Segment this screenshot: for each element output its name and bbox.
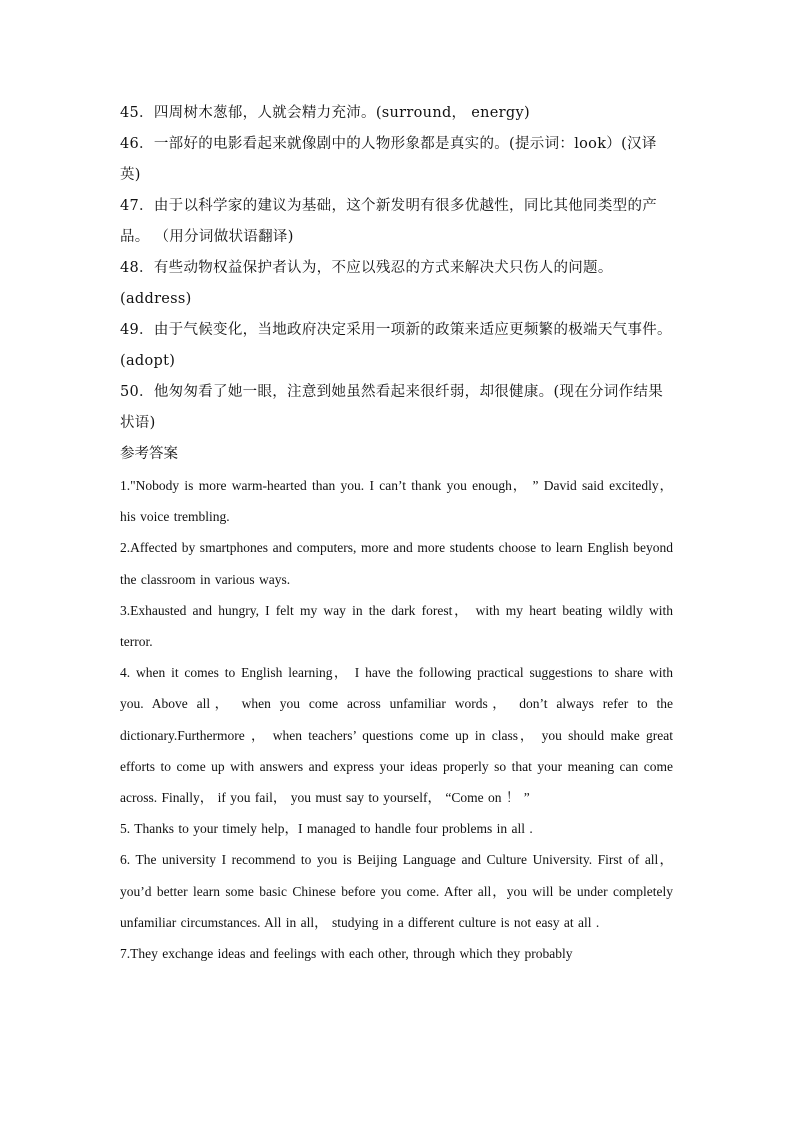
answer-4: 4. when it comes to English learning， I have the following practical suggestions to share with you. Above all， when you come across unfamiliar words， don’t always refer to the dictionary.Furthermore ， when teachers’ questions come up in class， you should make great efforts to come up with answers and express your ideas properly so that your meaning can come across. Finally， if you fail， you must say to yourself， “Come on ！ ” <box>120 665 673 806</box>
question-49: 49．由于气候变化，当地政府决定采用一项新的政策来适应更频繁的极端天气事件。(adopt) <box>120 322 672 369</box>
answers-heading: 参考答案 <box>120 446 178 462</box>
answer-5: 5. Thanks to your timely help，I managed to handle four problems in all . <box>120 821 533 837</box>
answer-7: 7.They exchange ideas and feelings with each other, through which they probably <box>120 946 573 962</box>
question-48: 48．有些动物权益保护者认为，不应以残忍的方式来解决犬只伤人的问题。(address) <box>120 260 613 307</box>
answer-6: 6. The university I recommend to you is Beijing Language and Culture University. First of all，you’d better learn some basic Chinese before you come. After all，you will be under completely unfamiliar circumstances. All in all， studying in a different culture is not easy at all . <box>120 852 673 930</box>
answer-2: 2.Affected by smartphones and computers, more and more students choose to learn English beyond the classroom in various ways. <box>120 540 673 587</box>
question-47: 47．由于以科学家的建议为基础，这个新发明有很多优越性，同比其他同类型的产品。 （用分词做状语翻译) <box>120 198 658 245</box>
answer-3: 3.Exhausted and hungry, I felt my way in the dark forest， with my heart beating wildly with terror. <box>120 602 673 650</box>
question-45: 45．四周树木葱郁，人就会精力充沛。(surround， energy) <box>120 105 530 121</box>
answer-1: 1."Nobody is more warm-hearted than you. I can’t thank you enough， ” David said excitedly， his voice trembling. <box>120 478 673 525</box>
question-50: 50．他匆匆看了她一眼，注意到她虽然看起来很纤弱，却很健康。(现在分词作结果状语) <box>120 384 664 431</box>
question-46: 46．一部好的电影看起来就像剧中的人物形象都是真实的。(提示词：look）(汉译英) <box>120 136 657 183</box>
document-body <box>120 98 673 969</box>
